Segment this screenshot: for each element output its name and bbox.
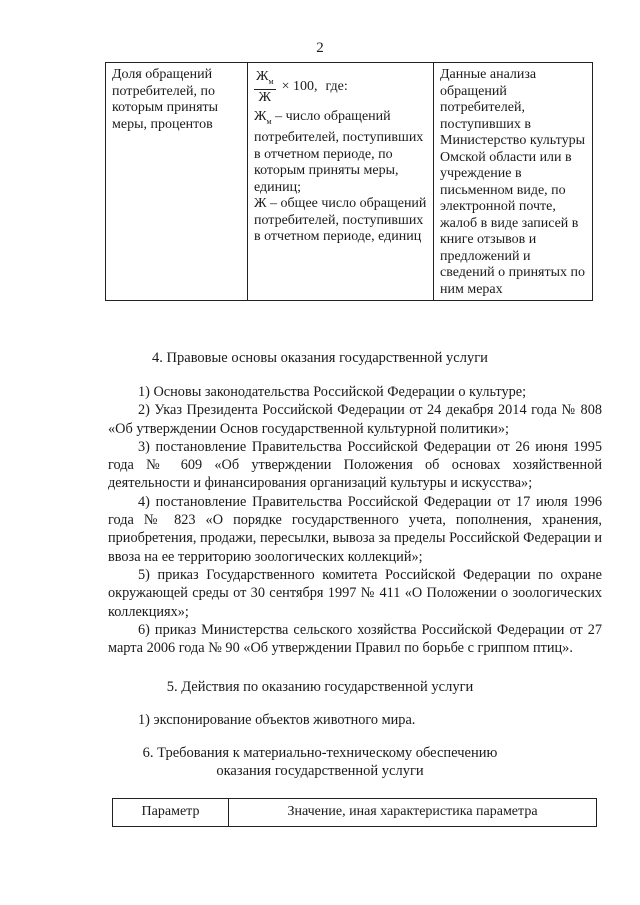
section-5-item: 1) экспонирование объектов животного мира.: [138, 712, 416, 728]
list-item: 1) Основы законодательства Российской Федерации о культуре;: [138, 384, 527, 400]
indicator-table: [105, 62, 593, 301]
table-row: [106, 63, 593, 301]
definition-2: Ж – общее число обращений потребителей, поступивших в отчетном периоде, единиц: [254, 196, 427, 245]
list-item: 5) приказ Государственного комитета Российской Федерации по охране окружающей среды от 30 сентября 1997 № 411 «О Положении о зоологических коллекциях»;: [108, 566, 602, 620]
formula-numerator: Ж: [256, 69, 269, 84]
data-source-cell: Данные анализа обращений потребителей, поступивших в Министерство культуры Омской области или в учреждение в письменном виде, по электронной почте, жалоб в виде записей в книге отзывов и предложений и сведений о принятых по ним мерах: [434, 63, 593, 301]
definition-1-sub: м: [266, 116, 272, 126]
formula-numerator-sub: м: [268, 76, 274, 86]
list-item: 3) постановление Правительства Российской Федерации от 26 июня 1995 года № 609 «Об утверждении Положения об основах хозяйственной деятельности и финансирования организаций культуры и искусства»;: [108, 438, 602, 492]
column-header-value: Значение, иная характеристика параметра: [229, 799, 597, 827]
column-header-parameter: Параметр: [113, 799, 229, 827]
definition-1-text: – число обращений потребителей, поступивших в отчетном периоде, по которым приняты меры, единиц;: [254, 108, 424, 195]
formula-denominator: Ж: [258, 89, 272, 105]
list-item: 4) постановление Правительства Российской Федерации от 17 июля 1996 года № 823 «О порядке государственного учета, пополнения, хранения, приобретения, продажи, пересылки, вывоза за пределы Российской Федерации и ввоза на ее территорию зоологических коллекций»;: [108, 493, 602, 565]
definition-1: [254, 109, 428, 196]
page-number: 2: [316, 40, 324, 56]
formula-where: где:: [325, 78, 348, 94]
section-4-title: 4. Правовые основы оказания государственной услуги: [152, 350, 488, 366]
formula: [254, 69, 428, 105]
indicator-name-cell: Доля обращений потребителей, по которым приняты меры, процентов: [106, 63, 248, 301]
requirements-table: [112, 798, 597, 827]
formula-multiplier: × 100,: [281, 78, 318, 94]
section-6-title-line-1: 6. Требования к материально-техническому обеспечению: [142, 745, 498, 761]
section-5-title: 5. Действия по оказанию государственной услуги: [166, 679, 474, 695]
list-item: 2) Указ Президента Российской Федерации от 24 декабря 2014 года № 808 «Об утверждении Основ государственной культурной политики»;: [108, 402, 602, 437]
definition-1-symbol: Ж: [254, 108, 267, 124]
section-6-title-line-2: оказания государственной услуги: [216, 763, 424, 779]
list-item: 6) приказ Министерства сельского хозяйства Российской Федерации от 27 марта 2006 года № 90 «Об утверждении Правил по борьбе с гриппом птиц».: [108, 621, 602, 657]
section-4-list: [108, 383, 602, 657]
formula-cell: [248, 63, 434, 301]
table-header-row: [113, 799, 597, 827]
formula-fraction: [254, 69, 276, 105]
